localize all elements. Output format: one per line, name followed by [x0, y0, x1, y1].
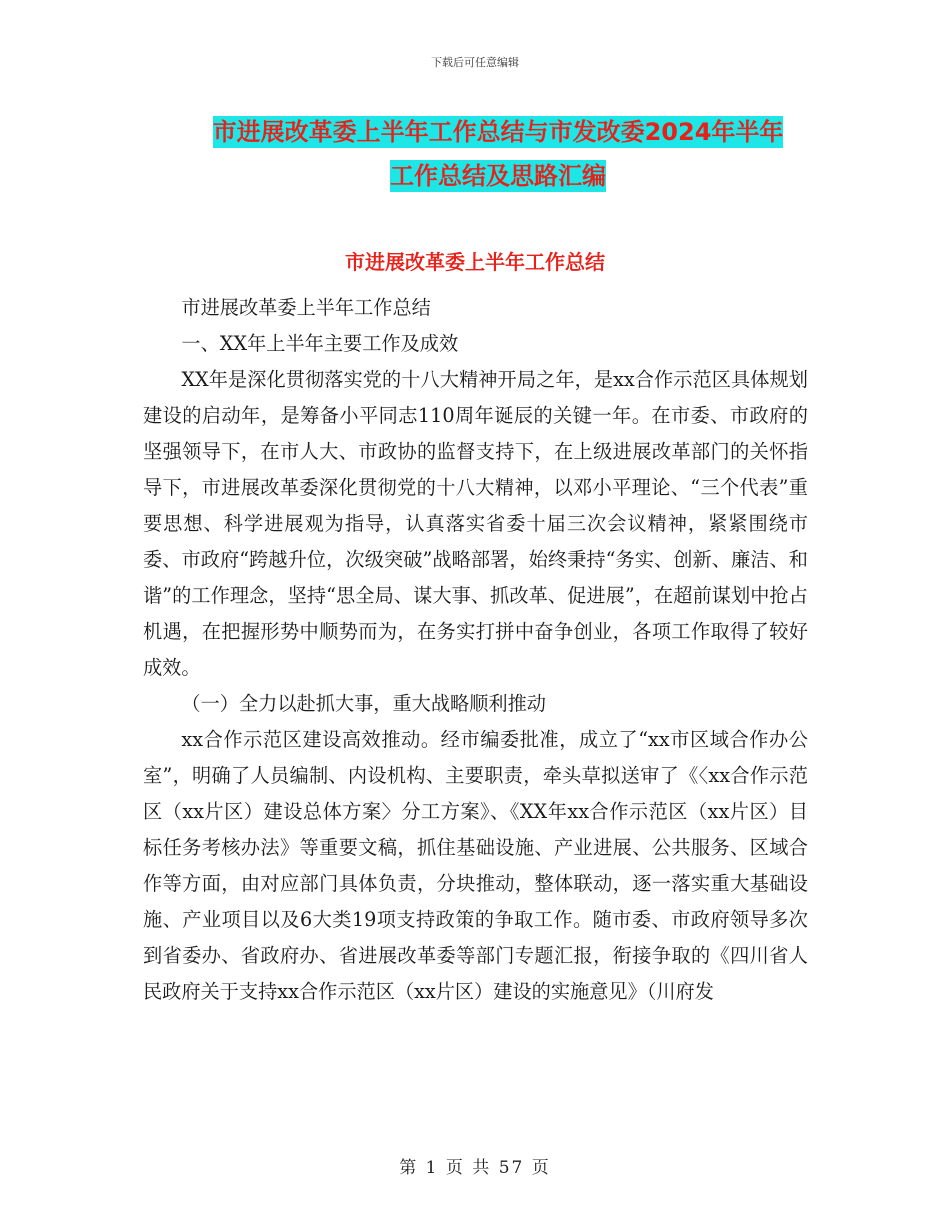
document-title-line-1: 市进展改革委上半年工作总结与市发改委2024年半年 [212, 118, 784, 146]
body-text [143, 290, 808, 1010]
page-footer: 第 1 页 共 57 页 [399, 1158, 551, 1178]
section-title: 市进展改革委上半年工作总结 [345, 250, 605, 274]
paragraph: XX年是深化贯彻落实党的十八大精神开局之年，是xx合作示范区具体规划建设的启动年，是筹备小平同志110周年诞辰的关键一年。在市委、市政府的坚强领导下，在市人大、市政协的监督支持下，在上级进展改革部门的关怀指导下，市进展改革委深化贯彻党的十八大精神，以邓小平理论、“三个代表”重要思想、科学进展观为指导，认真落实省委十届三次会议精神，紧紧围绕市委、市政府“跨越升位，次级突破”战略部署，始终秉持“务实、创新、廉洁、和谐”的工作理念，坚持“思全局、谋大事、抓改革、促进展”，在超前谋划中抢占机遇，在把握形势中顺势而为，在务实打拼中奋争创业，各项工作取得了较好成效。 [143, 368, 808, 679]
document-title-line-2: 工作总结及思路汇编 [390, 162, 606, 190]
paragraph: xx合作示范区建设高效推动。经市编委批准，成立了“xx市区域合作办公室”，明确了人员编制、内设机构、主要职责，牵头草拟送审了《〈xx合作示范区（xx片区）建设总体方案〉分工方案》、《XX年xx合作示范区（xx片区）目标任务考核办法》等重要文稿，抓住基础设施、产业进展、公共服务、区域合作等方面，由对应部门具体负责，分块推动，整体联动，逐一落实重大基础设施、产业项目以及6大类19项支持政策的争取工作。随市委、市政府领导多次到省委办、省政府办、省进展改革委等部门专题汇报，衔接争取的《四川省人民政府关于支持xx合作示范区（xx片区）建设的实施意见》（川府发 [143, 728, 808, 1003]
paragraph: （一）全力以赴抓大事，重大战略顺利推动 [181, 692, 546, 715]
header-note: 下载后可任意编辑 [431, 56, 519, 69]
paragraph: 市进展改革委上半年工作总结 [181, 296, 431, 319]
paragraph: 一、XX年上半年主要工作及成效 [181, 332, 459, 355]
document-title [188, 110, 808, 198]
